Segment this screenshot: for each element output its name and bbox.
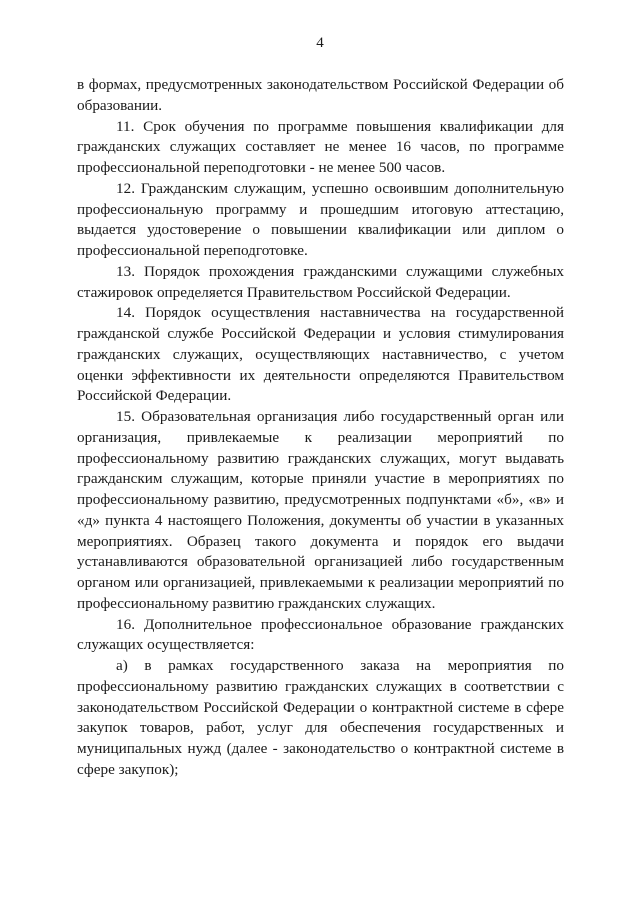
paragraph-16-a: а) в рамках государственного заказа на мероприятия по профессиональному развитию гражданских служащих в соответствии с законодательством Российской Федерации о контрактной системе в сфере закупок товаров, работ, услуг для обеспечения государственных и муниципальных нужд (далее - законодательство о контрактной системе в сфере закупок); <box>77 657 564 778</box>
paragraph-14: 14. Порядок осуществления наставничества на государственной гражданской службе Российской Федерации и условия стимулирования гражданских служащих, осуществляющих наставничество, с учетом оценки эффективности их деятельности определяются Правительством Российской Федерации. <box>77 304 564 405</box>
document-body <box>77 75 564 781</box>
paragraph-12: 12. Гражданским служащим, успешно освоившим дополнительную профессиональную программу и прошедшим итоговую аттестацию, выдается удостоверение о повышении квалификации или диплом о профессиональной переподготовке. <box>77 179 564 259</box>
page-number: 4 <box>316 35 324 51</box>
paragraph-15: 15. Образовательная организация либо государственный орган или организация, привлекаемые к реализации мероприятий по профессиональному развитию гражданских служащих, могут выдавать гражданским служащим, которые приняли участие в мероприятиях по профессиональному развитию, предусмотренных подпунктами «б», «в» и «д» пункта 4 настоящего Положения, документы об участии в указанных мероприятиях. Образец такого документа и порядок его выдачи устанавливаются образовательной организацией либо государственным органом или организацией, привлекаемыми к реализации мероприятий по профессиональному развитию гражданских служащих. <box>77 408 564 612</box>
paragraph-13: 13. Порядок прохождения гражданскими служащими служебных стажировок определяется Правительством Российской Федерации. <box>77 262 564 301</box>
paragraph-16: 16. Дополнительное профессиональное образование гражданских служащих осуществляется: <box>77 615 564 654</box>
paragraph-continuation: в формах, предусмотренных законодательством Российской Федерации об образовании. <box>77 76 564 114</box>
paragraph-11: 11. Срок обучения по программе повышения квалификации для гражданских служащих составляет не менее 16 часов, по программе профессиональной переподготовки - не менее 500 часов. <box>77 117 564 176</box>
